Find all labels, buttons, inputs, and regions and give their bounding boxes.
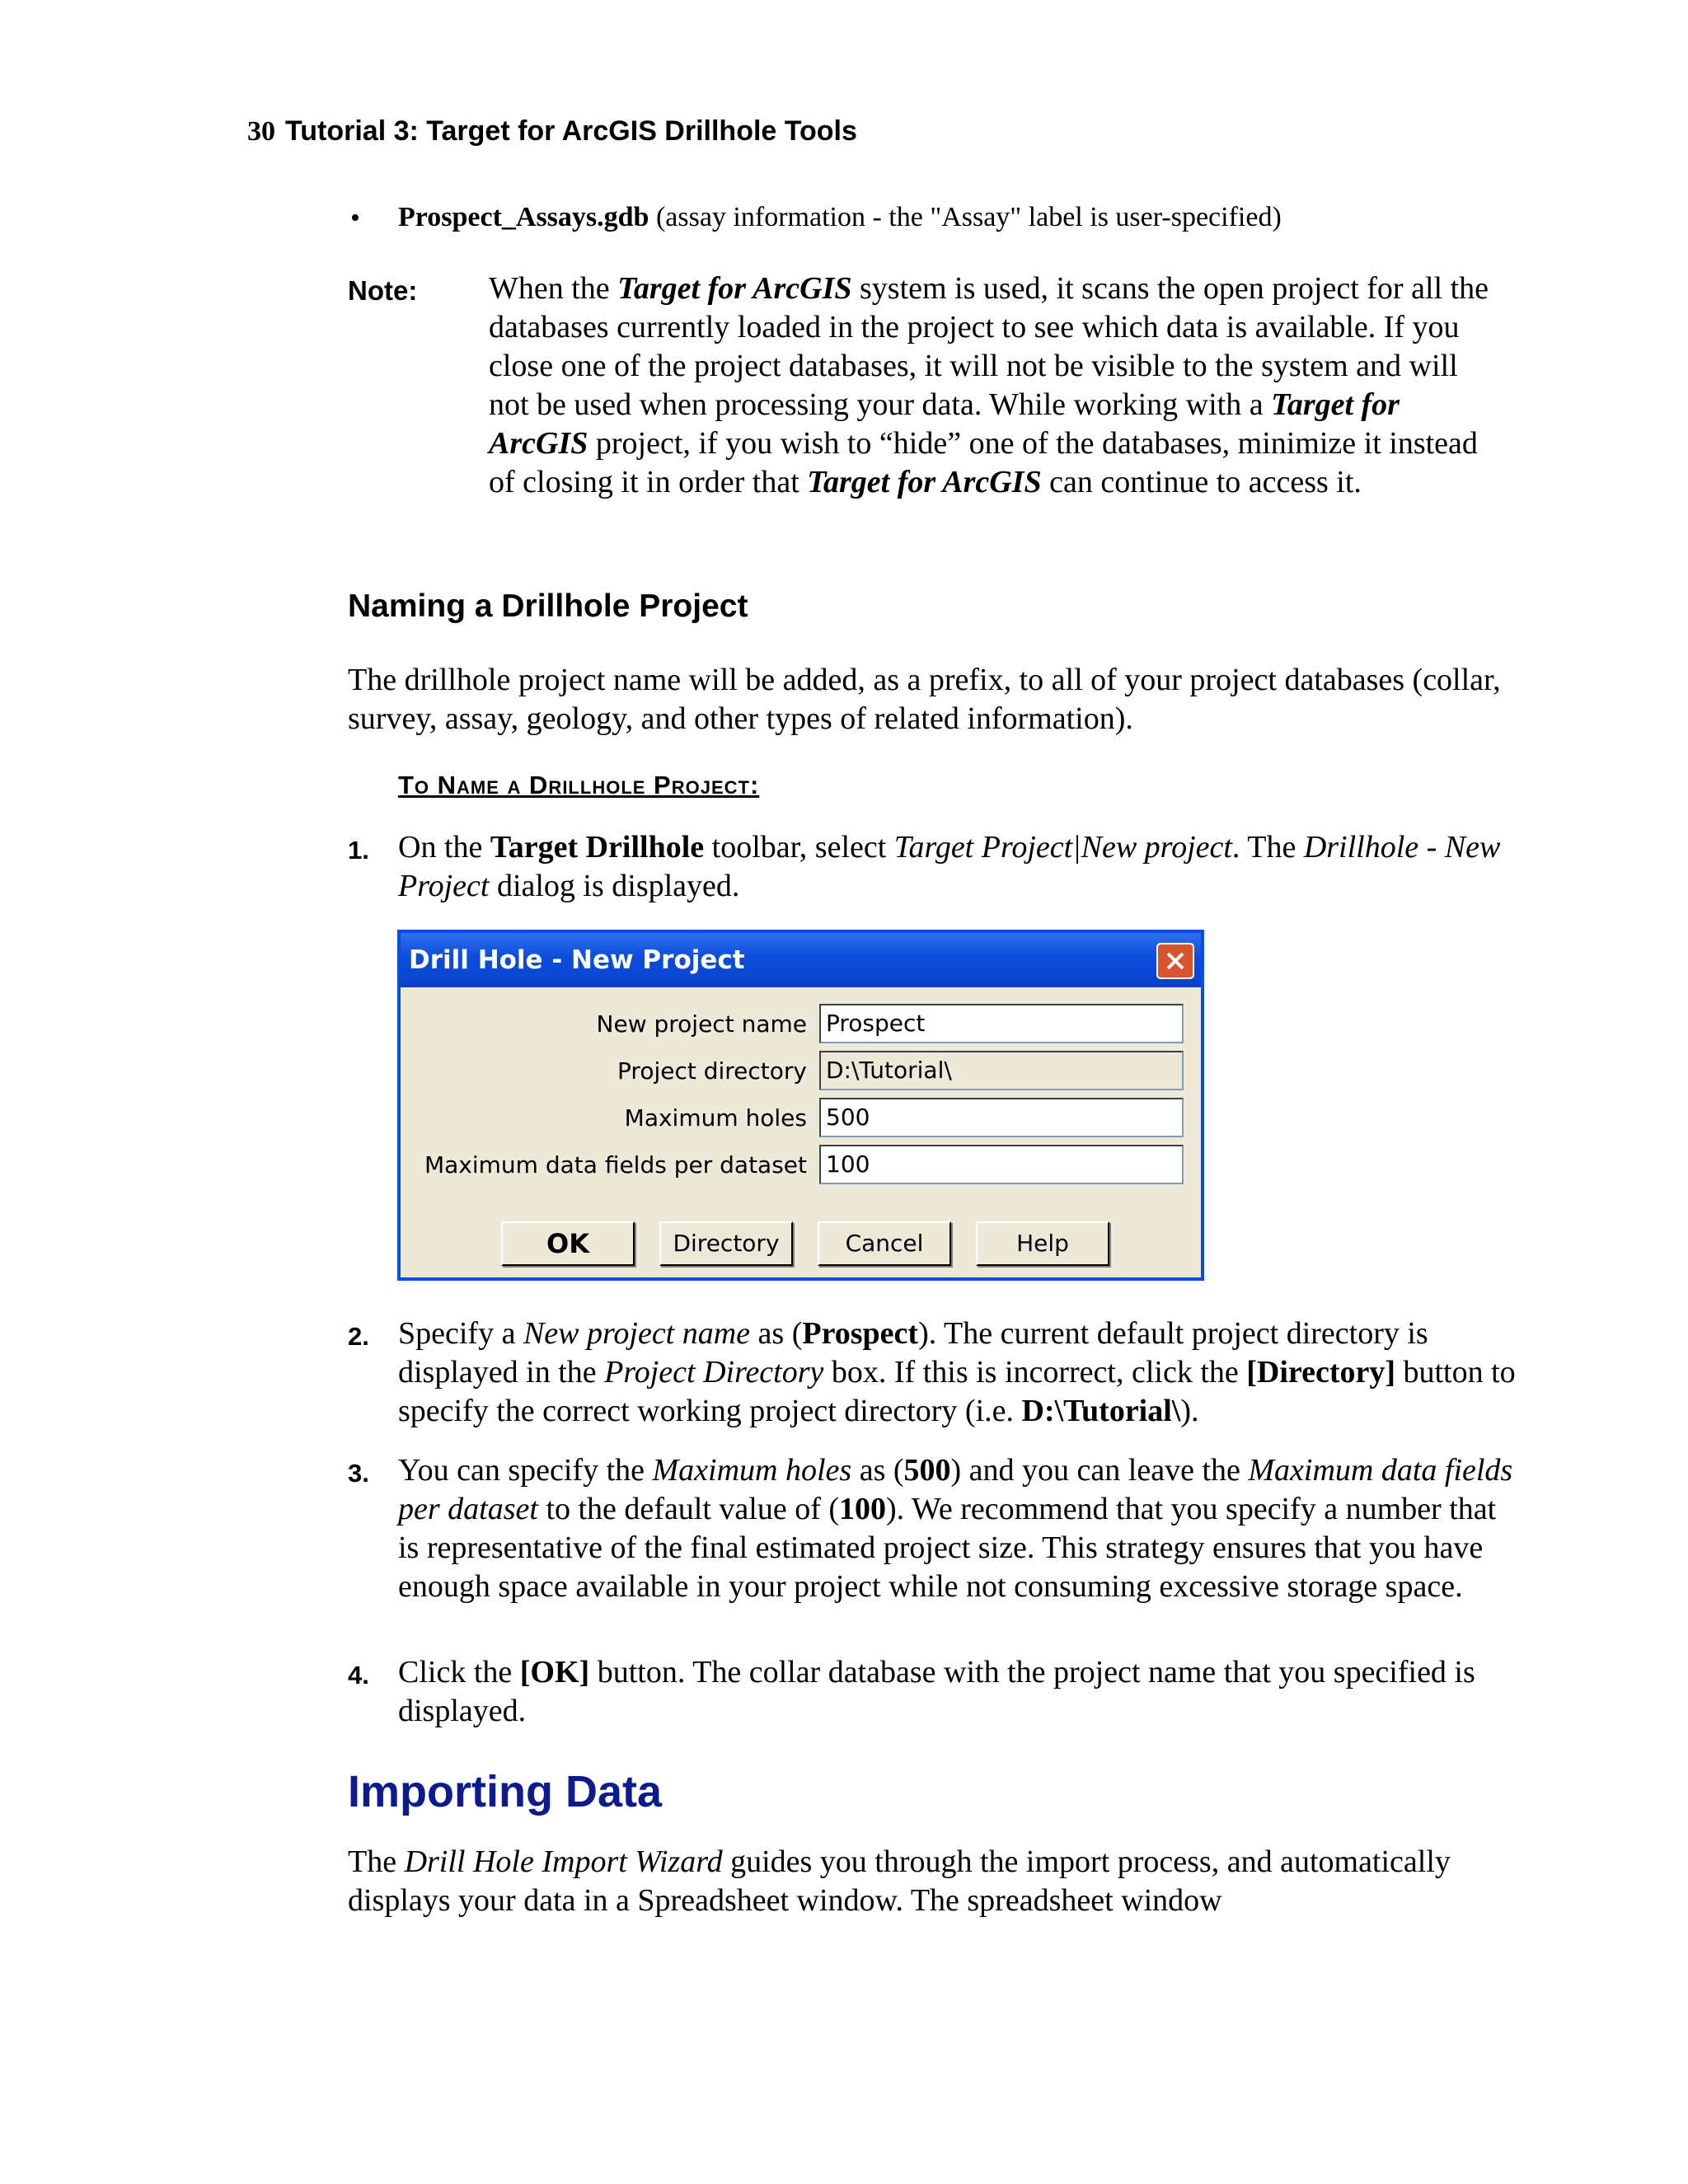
step-number: 2. [348, 1322, 369, 1351]
button-ref: [OK] [519, 1655, 590, 1690]
text-run: . The [1231, 830, 1304, 865]
text-run: button to specify the correct working project directory (i.e. [398, 1355, 1516, 1428]
text-run: Specify a [398, 1316, 523, 1351]
step-number: 3. [348, 1459, 369, 1488]
wizard-name: Drill Hole Import Wizard [404, 1844, 723, 1879]
step-1-text [398, 828, 1519, 906]
max-data-fields-label: Maximum data fields per dataset [424, 1151, 807, 1179]
close-button[interactable] [1156, 943, 1194, 979]
project-directory-label: Project directory [617, 1057, 807, 1085]
brand-name: Target for ArcGIS [489, 387, 1400, 461]
text-run: box. If this is incorrect, click the [823, 1355, 1247, 1390]
text-run: On the [398, 830, 490, 865]
note-label: Note: [348, 275, 418, 306]
note-text: project, if you wish to “hide” one of the databases, minimize it instead of closing it in order that [489, 426, 1478, 499]
text-run: as ( [750, 1316, 803, 1351]
brand-name: Target for ArcGIS [617, 271, 852, 306]
page-number: 30 [247, 116, 275, 147]
text-run: ). We recommend that you specify a number that is representative of the final estimated project size. This strategy ensures that you have enough space available in your project while not consuming excessive storage space. [398, 1492, 1497, 1604]
dialog-title: Drill Hole - New Project [409, 945, 745, 975]
procedure-title-text: To Name a Drillhole Project: [398, 771, 760, 799]
new-project-name-input[interactable]: Prospect [819, 1004, 1184, 1043]
step-3-text [398, 1451, 1519, 1606]
text-run: as ( [851, 1453, 904, 1488]
ok-button[interactable]: OK [501, 1221, 635, 1266]
text-run: ). The current default project directory is displayed in the [398, 1316, 1428, 1390]
brand-name: Target for ArcGIS [807, 465, 1042, 499]
field-name: Project Directory [604, 1355, 824, 1390]
bullet-filename: Prospect_Assays.gdb [398, 202, 649, 232]
maximum-holes-label: Maximum holes [624, 1104, 807, 1132]
text-run: toolbar, select [704, 830, 894, 865]
new-project-name-label: New project name [596, 1010, 807, 1038]
text-run: Click the [398, 1655, 520, 1690]
bullet-item [398, 198, 1282, 237]
importing-data-heading: Importing Data [348, 1767, 663, 1816]
bullet-symbol: • [350, 203, 360, 233]
directory-button[interactable]: Directory [659, 1221, 793, 1266]
text-run: ) and you can leave the [950, 1453, 1249, 1488]
field-name: Maximum data fields per dataset [398, 1453, 1513, 1526]
note-text: When the [489, 271, 618, 306]
text-run: button. The collar database with the project name that you specified is displayed. [398, 1655, 1475, 1728]
step-2-text [398, 1315, 1519, 1431]
help-button[interactable]: Help [976, 1221, 1109, 1266]
button-ref: [Directory] [1246, 1355, 1395, 1390]
text-run: to the default value of ( [537, 1492, 840, 1526]
text-run: You can specify the [398, 1453, 653, 1488]
note-text: system is used, it scans the open project for all the databases currently loaded in the project to see which data is available. If you close one of the project databases, it will not be visible to the system and will not be used when processing your data. While working with a [489, 271, 1489, 422]
field-name: Maximum holes [652, 1453, 852, 1488]
section-intro: The drillhole project name will be added, as a prefix, to all of your project databases (collar, survey, assay, geology, and other types of related information). [348, 663, 1501, 736]
step-number: 1. [348, 836, 369, 865]
importing-data-text [348, 1843, 1518, 1920]
menu-path: Target Project|New project [893, 830, 1232, 865]
value: 100 [839, 1492, 887, 1526]
new-project-dialog [397, 930, 1204, 1281]
cancel-button[interactable]: Cancel [818, 1221, 951, 1266]
text-run: guides you through the import process, and automatically displays your data in a Spreadsheet window. The spreadsheet window [348, 1844, 1451, 1918]
value: D:\Tutorial\ [1021, 1394, 1181, 1428]
max-data-fields-input[interactable]: 100 [819, 1145, 1184, 1184]
dialog-name: Drillhole - New Project [398, 830, 1501, 903]
dialog-titlebar[interactable] [401, 933, 1201, 987]
maximum-holes-input[interactable]: 500 [819, 1098, 1184, 1137]
close-icon [1165, 950, 1186, 972]
step-4-text [398, 1653, 1519, 1731]
text-run: ). [1180, 1394, 1199, 1428]
project-directory-input[interactable]: D:\Tutorial\ [819, 1051, 1184, 1090]
text-run: dialog is displayed. [489, 869, 740, 903]
chapter-title: Tutorial 3: Target for ArcGIS Drillhole Tools [285, 115, 857, 147]
procedure-title [398, 771, 759, 800]
note-text: can continue to access it. [1041, 465, 1362, 499]
section-heading: Naming a Drillhole Project [348, 588, 748, 624]
bullet-description: (assay information - the "Assay" label is user-specified) [649, 202, 1282, 232]
value: 500 [903, 1453, 951, 1488]
step-number: 4. [348, 1661, 369, 1690]
value: Prospect [802, 1316, 919, 1351]
note-body [489, 269, 1503, 502]
running-header [247, 115, 857, 148]
text-run: The [348, 1844, 405, 1879]
toolbar-name: Target Drillhole [490, 830, 705, 865]
field-name: New project name [523, 1316, 751, 1351]
